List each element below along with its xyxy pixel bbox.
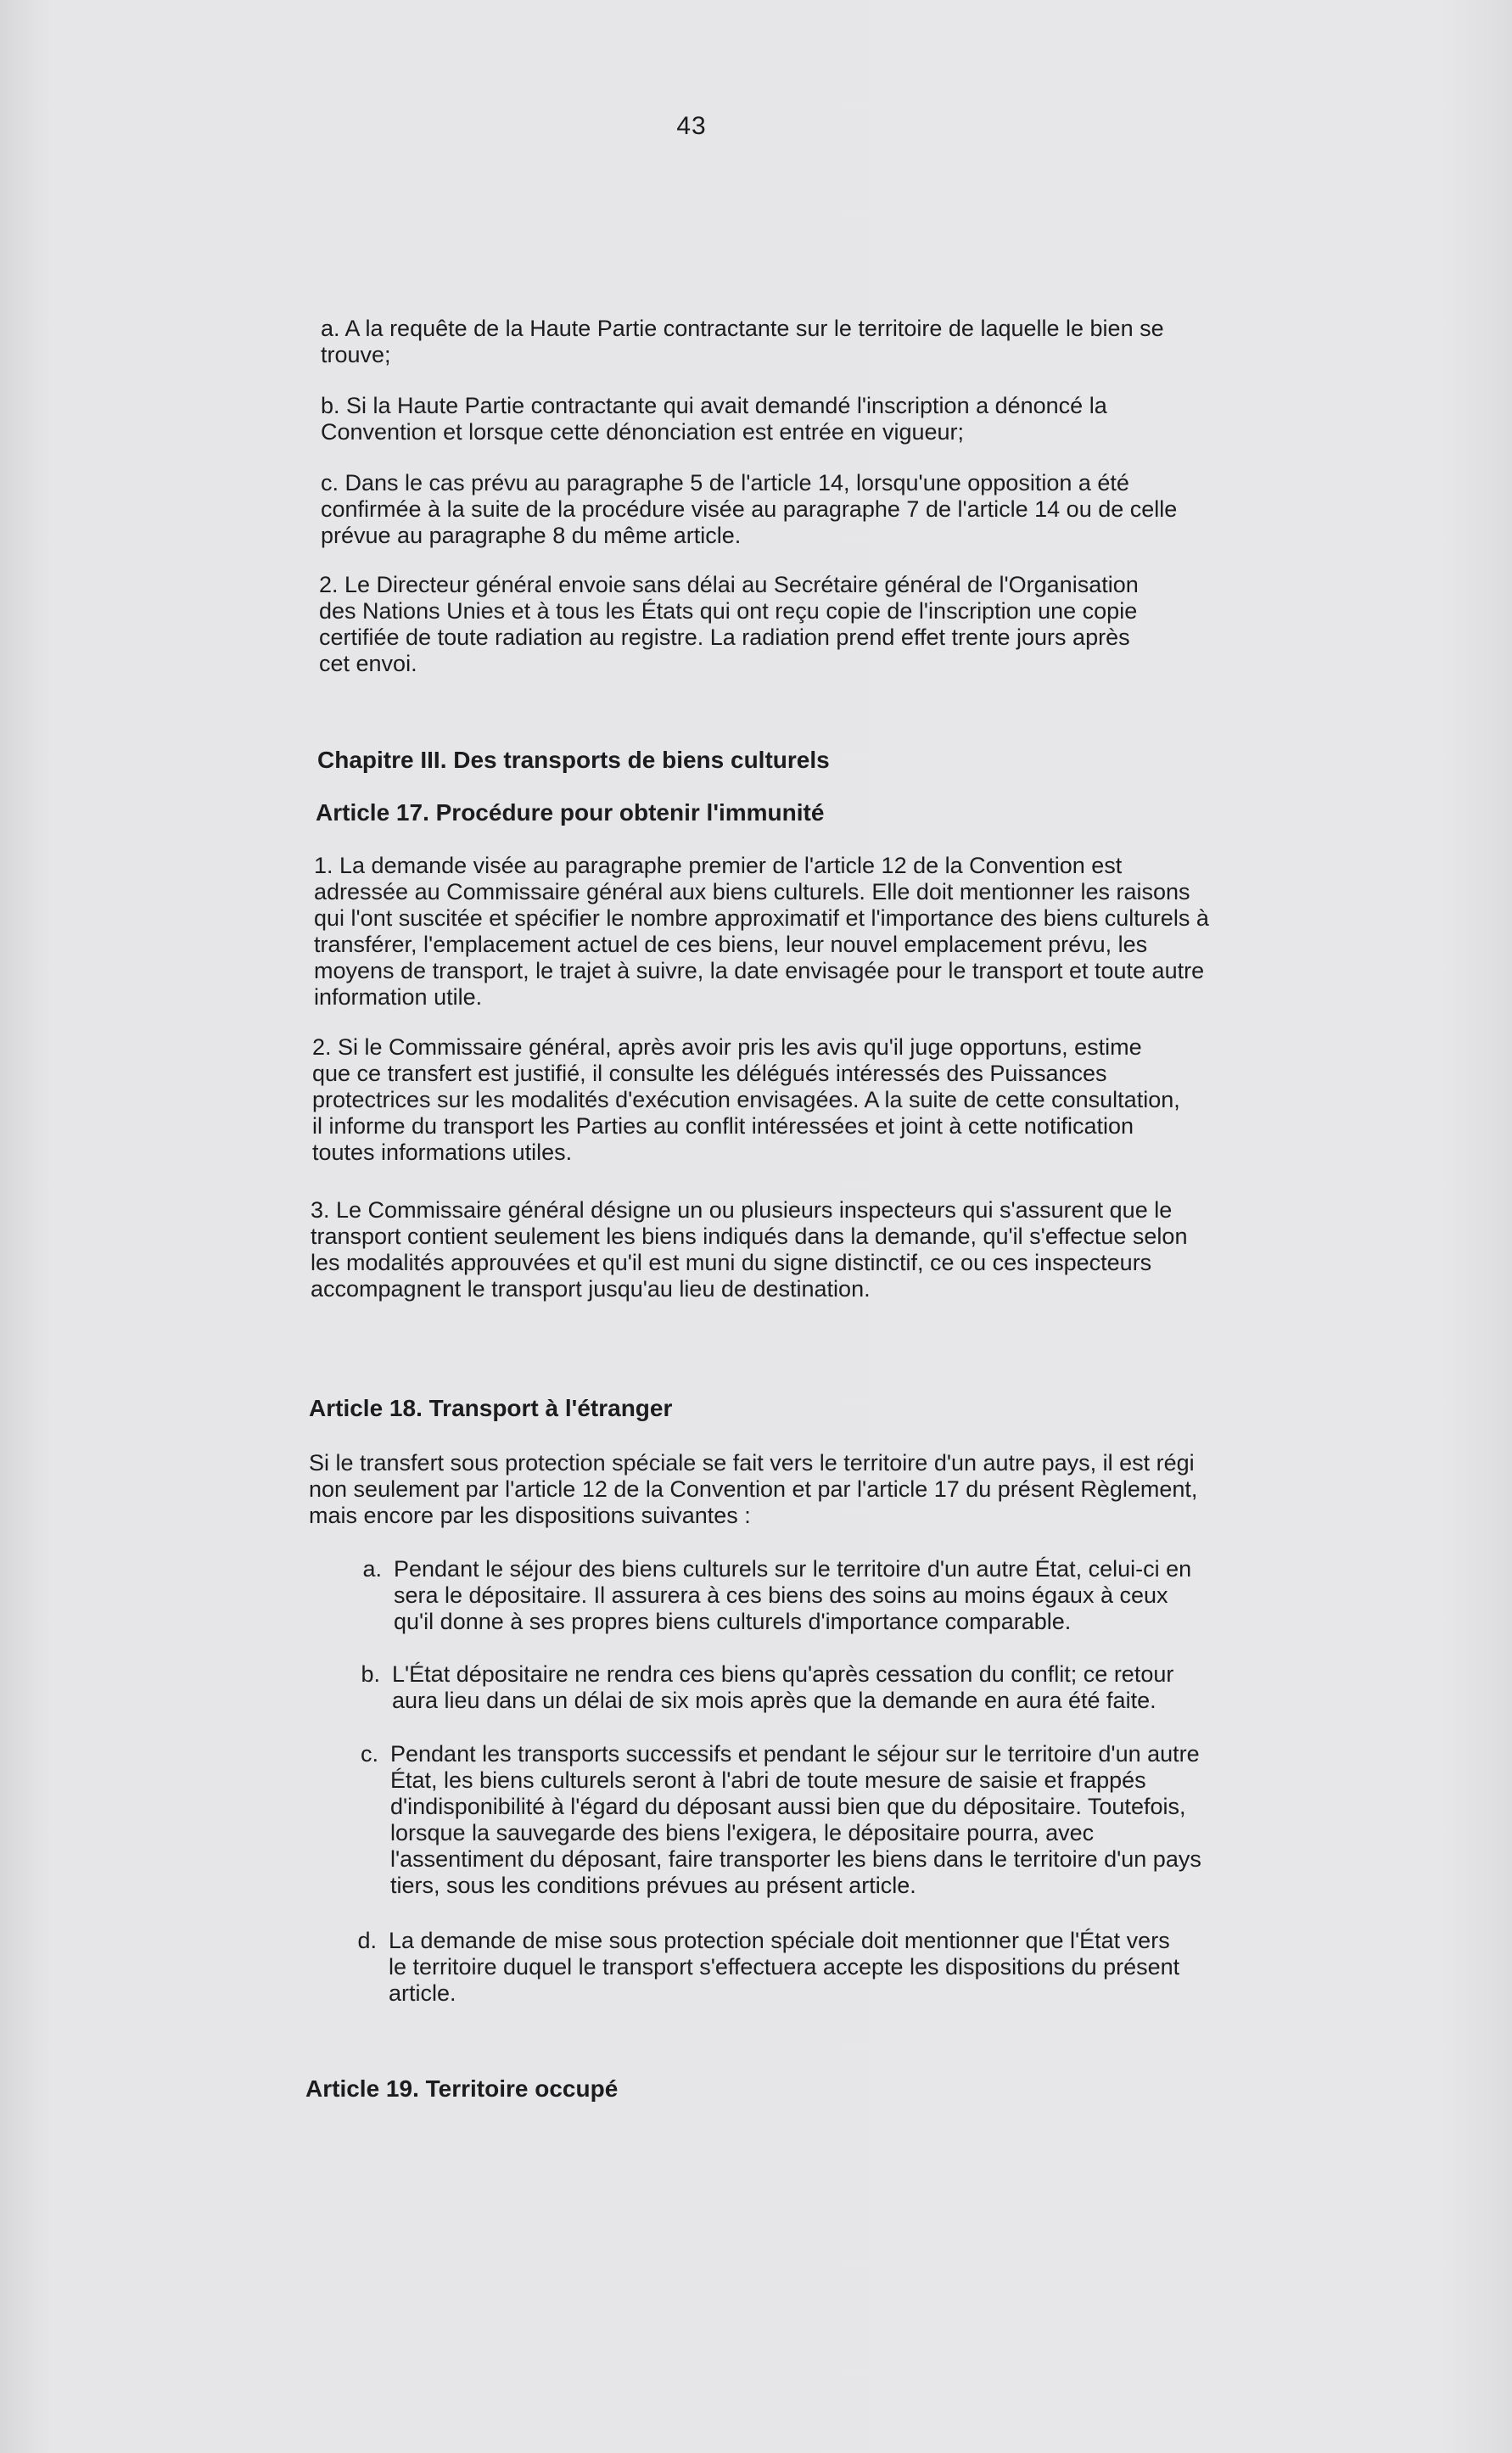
list-item-text: Pendant le séjour des biens culturels sur le territoire d'un autre État, celui-ci en sera le dépositaire. Il assurera à ces biens des soins au moins égaux à ceux qu'il donne à ses propres biens culturels d'importance comparable. xyxy=(394,1556,1192,1634)
list-item-c xyxy=(321,470,1220,549)
list-item xyxy=(339,1556,1196,1635)
article-17-paragraph-1-text: 1. La demande visée au paragraphe premier de l'article 12 de la Convention est adressée au Commissaire général aux biens culturels. Elle doit mentionner les raisons qui l'ont suscitée et spécifier le nombre approximatif et l'importance des biens culturels à transférer, l'emplacement actuel de ces biens, leur nouvel emplacement prévu, les moyens de transport, le trajet à suivre, la date envisagée pour le transport et toute autre information utile. xyxy=(314,853,1209,1010)
list-item xyxy=(338,1661,1195,1714)
article-18-heading xyxy=(309,1395,1157,1421)
list-marker: b. xyxy=(361,1661,380,1687)
item-a-text: a. A la requête de la Haute Partie contractante sur le territoire de laquelle le bien se trouve; xyxy=(321,316,1164,367)
list-marker: a. xyxy=(362,1556,382,1582)
article-18-intro xyxy=(309,1450,1217,1529)
article-17-title: Article 17. Procédure pour obtenir l'immunité xyxy=(316,799,825,826)
chapter-title: Chapitre III. Des transports de biens culturels xyxy=(317,747,830,773)
article-19-heading xyxy=(305,2075,1154,2102)
chapter-heading xyxy=(317,747,1166,773)
paragraph-2 xyxy=(319,572,1155,677)
item-c-text: c. Dans le cas prévu au paragraphe 5 de l'article 14, lorsqu'une opposition a été confirmée à la suite de la procédure visée au paragraphe 7 de l'article 14 ou de celle prévue au paragraphe 8 du même article. xyxy=(321,470,1178,548)
article-18-item-d xyxy=(334,1928,1191,2007)
article-17-paragraph-2 xyxy=(312,1034,1186,1166)
article-17-heading xyxy=(316,799,1164,826)
article-18-item-c xyxy=(336,1741,1210,1899)
list-item xyxy=(336,1741,1210,1899)
list-item-a xyxy=(321,316,1212,368)
list-item-text: L'État dépositaire ne rendra ces biens qu'après cessation du conflit; ce retour aura lieu dans un délai de six mois après que la demande en aura été faite. xyxy=(392,1661,1174,1713)
article-17-paragraph-3-text: 3. Le Commissaire général désigne un ou plusieurs inspecteurs qui s'assurent que le transport contient seulement les biens indiqués dans la demande, qu'il s'effectue selon les modalités approuvées et qu'il est muni du signe distinctif, ce ou ces inspecteurs accompagnent le transport jusqu'au lieu de destination. xyxy=(311,1197,1188,1302)
article-17-paragraph-1 xyxy=(314,853,1213,1011)
list-item xyxy=(334,1928,1191,2007)
list-marker: c. xyxy=(360,1741,378,1767)
article-19-title: Article 19. Territoire occupé xyxy=(305,2075,619,2102)
article-17-paragraph-2-text: 2. Si le Commissaire général, après avoir pris les avis qu'il juge opportuns, estime que ce transfert est justifié, il consulte les délégués intéressés des Puissances protectrices sur les modalités d'exécution envisagées. A la suite de cette consultation, il informe du transport les Parties au conflit intéressées et joint à cette notification toutes informations utiles. xyxy=(312,1034,1180,1165)
paragraph-2-text: 2. Le Directeur général envoie sans délai au Secrétaire général de l'Organisation des Nations Unies et à tous les États qui ont reçu copie de l'inscription une copie certifiée de toute radiation au registre. La radiation prend effet trente jours après cet envoi. xyxy=(319,572,1139,676)
article-18-title: Article 18. Transport à l'étranger xyxy=(309,1395,673,1421)
item-b-text: b. Si la Haute Partie contractante qui avait demandé l'inscription a dénoncé la Convention et lorsque cette dénonciation est entrée en vigueur; xyxy=(321,393,1107,445)
list-marker: d. xyxy=(357,1928,377,1953)
list-item-b xyxy=(321,393,1212,445)
article-17-paragraph-3 xyxy=(311,1197,1214,1302)
page-number: 43 xyxy=(676,112,707,140)
article-18-intro-text: Si le transfert sous protection spéciale se fait vers le territoire d'un autre pays, il est régi non seulement par l'article 12 de la Convention et par l'article 17 du présent Règlement, mais encore par les dispositions suivantes : xyxy=(309,1450,1198,1528)
list-item-text: La demande de mise sous protection spéciale doit mentionner que l'État vers le territoire duquel le transport s'effectuera accepte les dispositions du présent article. xyxy=(389,1928,1180,2006)
list-item-text: Pendant les transports successifs et pendant le séjour sur le territoire d'un autre État, les biens culturels seront à l'abri de toute mesure de saisie et frappés d'indisponibilité à l'égard du déposant aussi bien que du dépositaire. Toutefois, lorsque la sauvegarde des biens l'exigera, le dépositaire pourra, avec l'assentiment du déposant, faire transporter les biens dans le territoire d'un pays tiers, sous les conditions prévues au présent article. xyxy=(390,1741,1201,1898)
article-18-item-a xyxy=(339,1556,1196,1635)
article-18-item-b xyxy=(338,1661,1195,1714)
